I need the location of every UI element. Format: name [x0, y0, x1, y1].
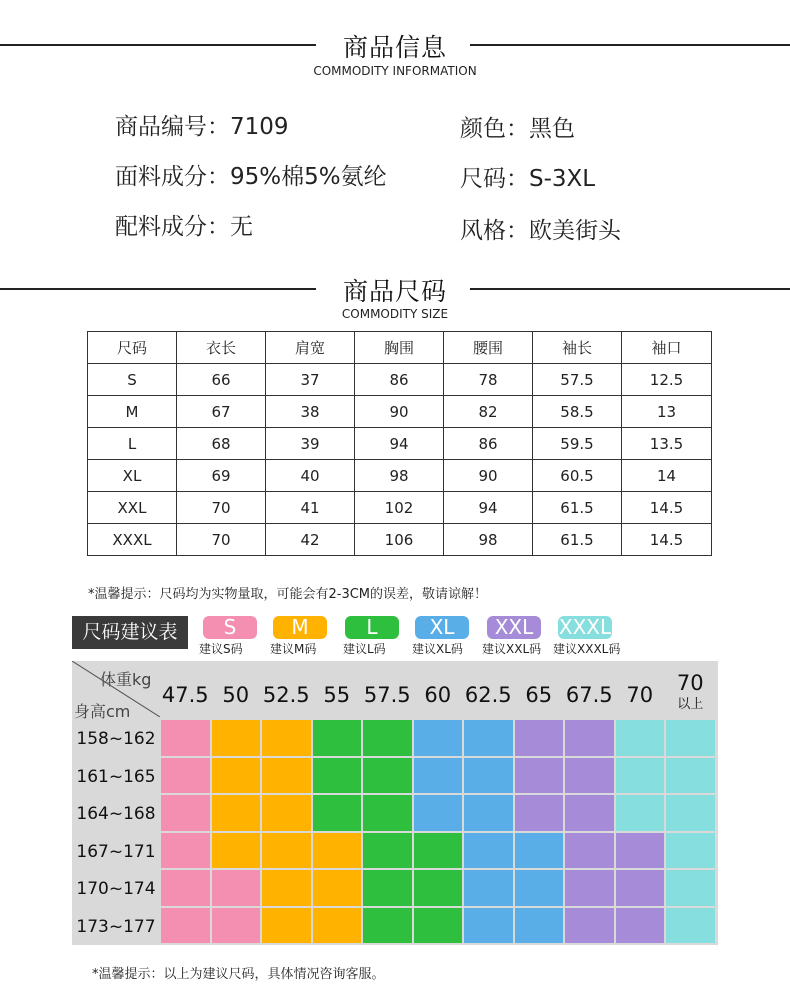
table-cell: M [88, 396, 177, 428]
size-cell-xxl [565, 908, 614, 944]
size-cell-s [161, 870, 210, 906]
table-cell: 58.5 [533, 396, 622, 428]
legend-chip-xxxl: XXXL [558, 615, 612, 639]
size-cell-xl [414, 758, 463, 794]
table-cell: 82 [444, 396, 533, 428]
table-cell: 14.5 [622, 524, 712, 556]
size-cell-l [363, 795, 412, 831]
legend-caption: 建议L码 [343, 642, 386, 656]
legend-caption: 建议XL码 [412, 642, 463, 656]
size-cell-m [313, 870, 362, 906]
size-table [87, 331, 712, 556]
info-item-size-range [460, 160, 595, 193]
table-header-row [88, 332, 712, 364]
legend-caption: 建议XXXL码 [553, 642, 621, 656]
size-cell-m [212, 833, 261, 869]
legend-chip-xxl: XXL [487, 616, 541, 639]
size-cell-xxl [616, 908, 665, 944]
table-row [88, 396, 712, 428]
size-cell-s [161, 833, 210, 869]
weight-header: 55 [323, 683, 351, 707]
table-cell: 86 [355, 364, 444, 396]
corner-height-label: 身高cm [74, 702, 131, 721]
weight-header: 62.5 [464, 683, 512, 707]
size-cell-m [262, 908, 311, 944]
table-row [88, 364, 712, 396]
size-cell-xxl [565, 758, 614, 794]
height-label: 161~165 [76, 766, 156, 787]
size-cell-xl [464, 720, 513, 756]
size-cell-xxxl [616, 795, 665, 831]
legend-caption: 建议XXL码 [482, 642, 542, 656]
size-cell-m [262, 720, 311, 756]
info-label: 颜色： [460, 116, 529, 142]
weight-header: 50 [222, 683, 250, 707]
info-label: 尺码： [460, 166, 529, 192]
table-cell: XL [88, 460, 177, 492]
size-cell-s [161, 758, 210, 794]
table-header-cell: 尺码 [88, 332, 177, 364]
table-header-cell: 袖长 [533, 332, 622, 364]
table-cell: 70 [177, 492, 266, 524]
height-label: 173~177 [76, 916, 156, 937]
size-cell-m [212, 795, 261, 831]
size-cell-xxl [565, 720, 614, 756]
height-label: 158~162 [76, 729, 156, 749]
table-cell: 60.5 [533, 460, 622, 492]
weight-header: 57.5 [363, 683, 411, 707]
size-cell-l [313, 795, 362, 831]
size-cell-xl [515, 908, 564, 944]
size-cell-s [212, 870, 261, 906]
size-cell-xxl [515, 720, 564, 756]
size-cell-xl [515, 833, 564, 869]
info-label: 面料成分： [115, 164, 230, 190]
table-header-cell: 衣长 [177, 332, 266, 364]
size-cell-s [161, 908, 210, 944]
table-cell: 98 [355, 460, 444, 492]
size-cell-m [212, 720, 261, 756]
table-header-cell: 肩宽 [266, 332, 355, 364]
legend-chip-m: M [273, 616, 327, 639]
size-cell-xxl [565, 833, 614, 869]
info-value: S-3XL [529, 166, 596, 192]
size-cell-l [313, 758, 362, 794]
info-label: 配料成分： [115, 214, 230, 240]
weight-header: 47.5 [161, 683, 209, 707]
size-cell-xxl [515, 795, 564, 831]
table-cell: 59.5 [533, 428, 622, 460]
table-cell: 42 [266, 524, 355, 556]
size-section-title: 商品尺码 [342, 277, 447, 306]
size-cell-s [161, 720, 210, 756]
info-item-style [460, 212, 621, 245]
size-cell-xxxl [666, 833, 715, 869]
weight-header: 65 [525, 683, 553, 707]
size-cell-l [313, 720, 362, 756]
table-cell: 41 [266, 492, 355, 524]
table-cell: XXXL [88, 524, 177, 556]
size-cell-xl [464, 795, 513, 831]
size-cell-xxl [565, 870, 614, 906]
table-cell: 14 [622, 460, 712, 492]
info-item-color [460, 110, 575, 143]
table-cell: 38 [266, 396, 355, 428]
table-cell: 68 [177, 428, 266, 460]
table-cell: 69 [177, 460, 266, 492]
info-item-fabric [115, 158, 387, 191]
table-cell: 86 [444, 428, 533, 460]
size-cell-xxl [616, 870, 665, 906]
size-cell-m [262, 795, 311, 831]
info-value: 无 [230, 214, 253, 240]
weight-header: 70 [626, 683, 654, 707]
weight-header-last: 70 [676, 671, 704, 695]
info-section-title: 商品信息 [342, 33, 447, 62]
table-cell: 78 [444, 364, 533, 396]
size-cell-l [363, 720, 412, 756]
size-cell-l [414, 870, 463, 906]
size-cell-xl [464, 908, 513, 944]
info-value: 95%棉5%氨纶 [230, 164, 387, 190]
size-cell-xl [464, 870, 513, 906]
table-cell: 13 [622, 396, 712, 428]
size-cell-m [262, 758, 311, 794]
height-label: 170~174 [76, 879, 156, 899]
table-cell: 57.5 [533, 364, 622, 396]
info-value: 7109 [230, 114, 289, 140]
size-cell-l [363, 870, 412, 906]
chart-title: 尺码建议表 [72, 616, 188, 649]
size-cell-xxxl [666, 908, 715, 944]
legend-chip-l: L [345, 616, 399, 639]
corner-weight-label: 体重kg [100, 670, 152, 689]
table-cell: 94 [355, 428, 444, 460]
size-note: *温馨提示：尺码均为实物量取，可能会有2-3CM的误差，敬请谅解！ [88, 587, 488, 602]
size-cell-l [414, 833, 463, 869]
table-row [88, 492, 712, 524]
info-item-product-number [115, 108, 289, 141]
table-cell: S [88, 364, 177, 396]
legend-chip-s: S [203, 616, 257, 639]
info-value: 欧美街头 [529, 218, 621, 244]
table-cell: 39 [266, 428, 355, 460]
table-cell: 67 [177, 396, 266, 428]
table-row [88, 460, 712, 492]
info-label: 风格： [460, 218, 529, 244]
table-row [88, 428, 712, 460]
size-cell-m [313, 908, 362, 944]
size-section-subtitle: COMMODITY SIZE [341, 307, 449, 321]
table-header-cell: 胸围 [355, 332, 444, 364]
size-cell-m [313, 833, 362, 869]
table-cell: 40 [266, 460, 355, 492]
size-recommendation-grid [72, 661, 718, 945]
chart-note: *温馨提示：以上为建议尺码，具体情况咨询客服。 [92, 967, 385, 982]
height-label: 164~168 [76, 804, 156, 824]
height-label: 167~171 [76, 841, 156, 862]
size-cell-l [363, 758, 412, 794]
size-cell-xxxl [616, 720, 665, 756]
table-cell: 94 [444, 492, 533, 524]
size-cell-xl [464, 758, 513, 794]
size-cell-l [414, 908, 463, 944]
table-header-cell: 袖口 [622, 332, 712, 364]
size-cell-s [161, 795, 210, 831]
legend-caption: 建议S码 [199, 642, 243, 656]
table-cell: 12.5 [622, 364, 712, 396]
table-cell: 61.5 [533, 492, 622, 524]
table-cell: 37 [266, 364, 355, 396]
size-cell-m [262, 833, 311, 869]
weight-header: 60 [424, 683, 452, 707]
size-cell-xl [464, 833, 513, 869]
size-cell-m [212, 758, 261, 794]
info-label: 商品编号： [115, 114, 230, 140]
size-cell-xxxl [666, 795, 715, 831]
table-cell: 90 [355, 396, 444, 428]
table-cell: 70 [177, 524, 266, 556]
size-cell-xl [414, 720, 463, 756]
size-cell-xxl [565, 795, 614, 831]
weight-header-last-sub: 以上 [677, 697, 704, 712]
table-row [88, 524, 712, 556]
size-cell-s [212, 908, 261, 944]
info-value: 黑色 [529, 116, 575, 142]
size-cell-xxxl [666, 720, 715, 756]
size-cell-xxl [616, 833, 665, 869]
size-cell-l [363, 833, 412, 869]
size-cell-xl [414, 795, 463, 831]
size-cell-xxl [515, 758, 564, 794]
legend-chip-xl: XL [415, 616, 469, 639]
table-cell: 66 [177, 364, 266, 396]
info-section-subtitle: COMMODITY INFORMATION [313, 64, 477, 78]
size-cell-xxxl [666, 870, 715, 906]
table-cell: 61.5 [533, 524, 622, 556]
info-item-accessory [115, 208, 253, 241]
size-cell-xxxl [666, 758, 715, 794]
table-header-cell: 腰围 [444, 332, 533, 364]
weight-header: 67.5 [565, 683, 613, 707]
table-cell: 14.5 [622, 492, 712, 524]
size-cell-xl [515, 870, 564, 906]
table-cell: L [88, 428, 177, 460]
table-cell: 13.5 [622, 428, 712, 460]
table-cell: 102 [355, 492, 444, 524]
table-cell: 90 [444, 460, 533, 492]
legend-caption: 建议M码 [270, 642, 317, 656]
size-cell-m [262, 870, 311, 906]
weight-header: 52.5 [262, 683, 310, 707]
table-cell: 106 [355, 524, 444, 556]
size-cell-l [363, 908, 412, 944]
table-cell: XXL [88, 492, 177, 524]
table-cell: 98 [444, 524, 533, 556]
size-cell-xxxl [616, 758, 665, 794]
